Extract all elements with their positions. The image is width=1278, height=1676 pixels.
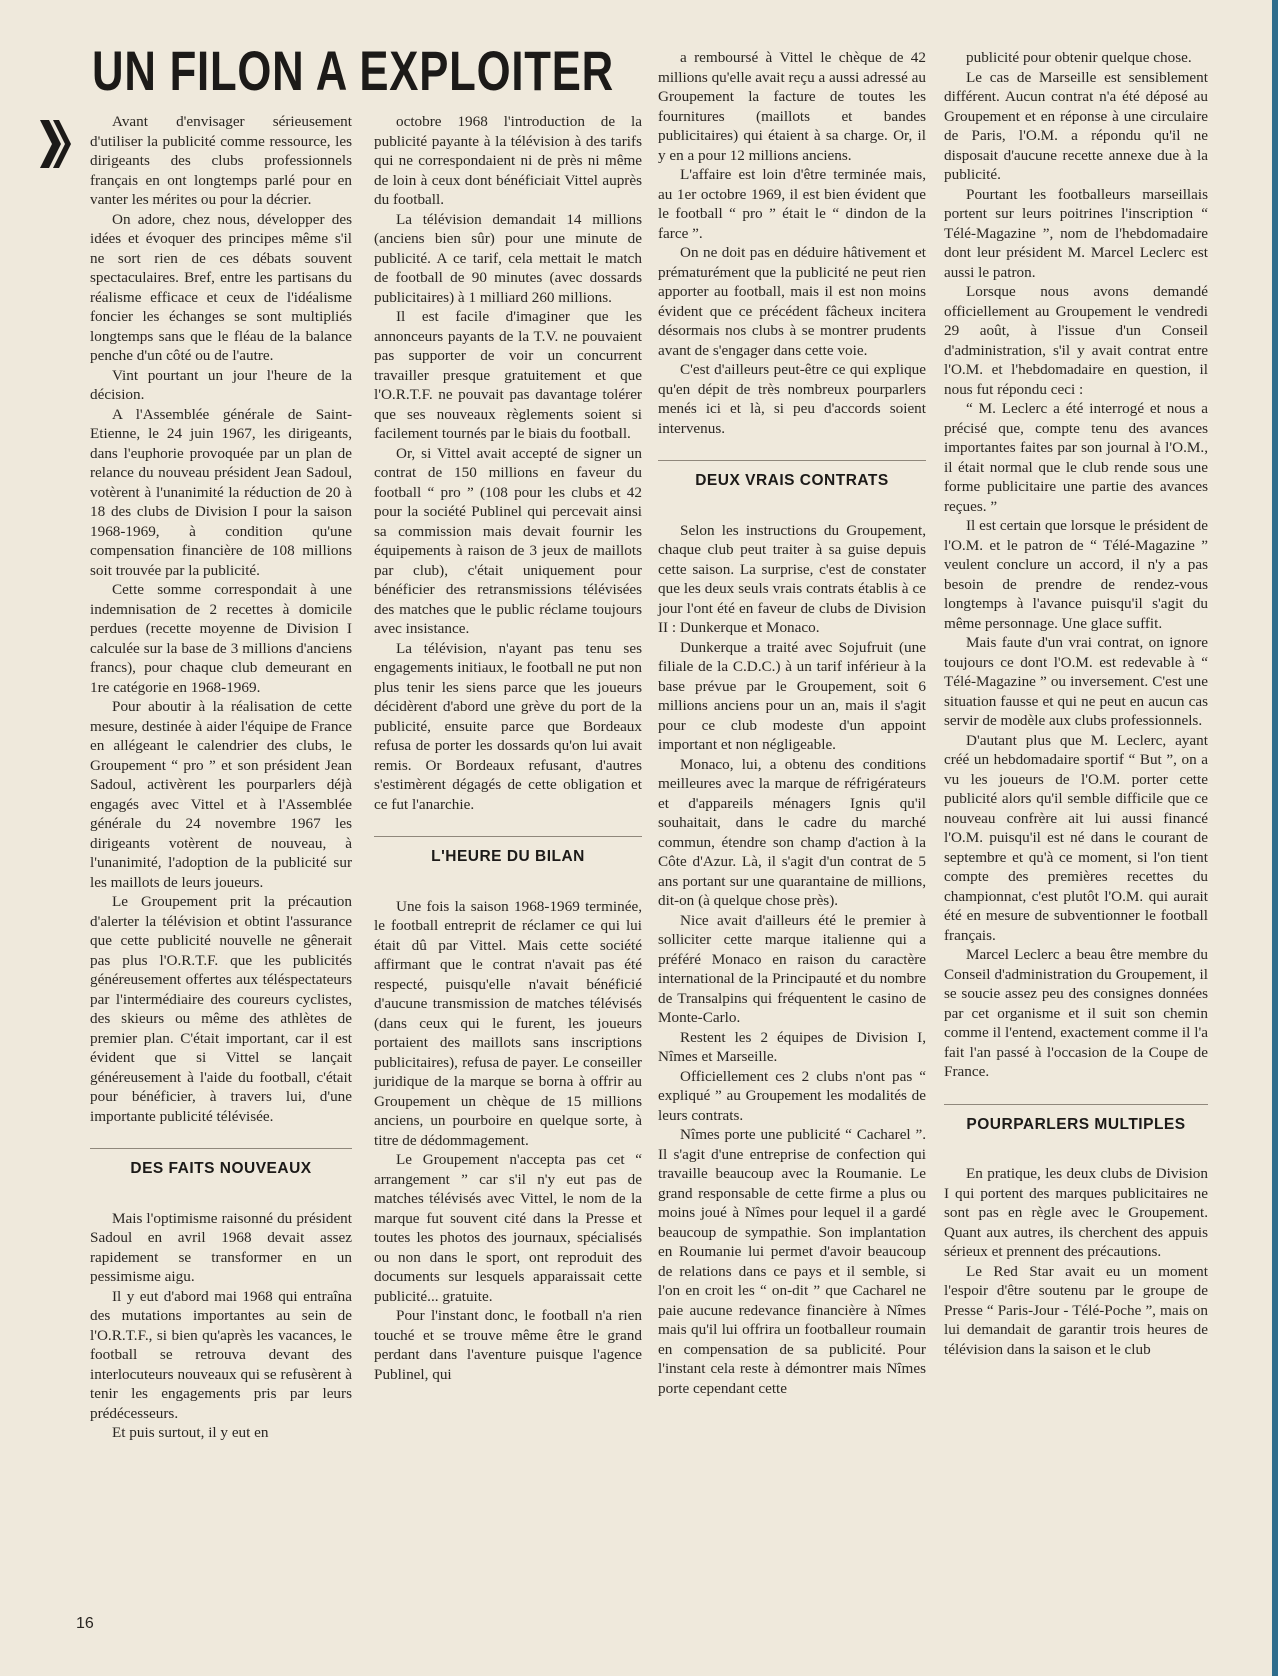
column-1-body	[90, 112, 352, 1126]
paragraph: Et puis surtout, il y eut en	[112, 1424, 269, 1441]
paragraph: Il est certain que lorsque le président de l'O.M. et le patron de “ Télé-Magazine ” veulent conclure un accord, il n'y a pas besoin de prendre de rendez-vous longtemps à l'avance puisqu'il s'agit du même personnage. Une glace suffit.	[944, 517, 1208, 632]
column-3-body	[658, 48, 926, 438]
paragraph: A l'Assemblée générale de Saint-Etienne, le 24 juin 1967, les dirigeants, dans l'euphorie provoquée par un plan de relance du nouveau président Jean Sadoul, votèrent à l'unanimité la réduction de 20 à 18 des clubs de Division I pour la saison 1968-1969, à condition qu'une compensation financière de 108 millions soit trouvée par la publicité.	[90, 405, 352, 579]
subhead-heure-du-bilan: L'HEURE DU BILAN	[374, 836, 642, 867]
column-4	[944, 48, 1208, 1359]
subhead-deux-vrais-contrats: DEUX VRAIS CONTRATS	[658, 460, 926, 491]
column-4-body	[944, 48, 1208, 1082]
column-1-section-2	[90, 1209, 352, 1443]
paragraph: Mais l'optimisme raisonné du président Sadoul en avril 1968 devait assez rapidement se transformer en un pessimisme aigu.	[90, 1209, 352, 1285]
paragraph: La télévision demandait 14 millions (anciens bien sûr) pour une minute de publicité. A ce tarif, cela mettait le match de football de 90 minutes (avec dossards publicitaires) à 1 milliard 260 millions.	[374, 210, 642, 306]
paragraph: Monaco, lui, a obtenu des conditions meilleures avec la marque de réfrigérateurs et d'appareils ménagers Ignis qu'il souhaitait, dans le cadre du marché commun, étendre son champ d'action à la Côte d'Azur. Là, il s'agit d'un contrat de 5 ans portant sur une quarantaine de millions, dit-on (à quelque chose près).	[658, 755, 926, 909]
paragraph: Cette somme correspondait à une indemnisation de 2 recettes à domicile perdues (recette moyenne de Division I calculée sur la base de 3 millions d'anciens francs), pour chaque club demeurant en 1re catégorie en 1968-1969.	[90, 581, 352, 696]
paragraph: Avant d'envisager sérieusement d'utiliser la publicité comme ressource, les dirigeants des clubs professionnels français en ont longtemps parlé pour en vanter les mérites ou pour la décrier.	[90, 113, 352, 208]
subhead-pourparlers-multiples: POURPARLERS MULTIPLES	[944, 1104, 1208, 1135]
column-3	[658, 48, 926, 1398]
paragraph: L'affaire est loin d'être terminée mais, au 1er octobre 1969, il est bien évident que le football “ pro ” était le “ dindon de la farce ”.	[658, 166, 926, 242]
column-2	[374, 112, 642, 1384]
arrow-marker-icon	[40, 120, 72, 168]
paragraph: Il est facile d'imaginer que les annonceurs payants de la T.V. ne pouvaient pas supporter de voir un concurrent travailler presque gratuitement et que l'O.R.T.F. ne pouvait pas davantage tolérer que ses nouveaux règlements soient si facilement tournés par le biais du football.	[374, 308, 642, 442]
paragraph: Dunkerque a traité avec Sojufruit (une filiale de la C.D.C.) à un tarif inférieur à la base prévue par le Groupement, soit 6 millions anciens pour un an, mais il s'agit pour ce club modeste d'un appoint important et non négligeable.	[658, 638, 926, 753]
subhead-faits-nouveaux: DES FAITS NOUVEAUX	[90, 1148, 352, 1179]
paragraph: Nice avait d'ailleurs été le premier à solliciter cette marque italienne qui a préféré Monaco en raison du caractère international de la Principauté et du nombre de Transalpins qui fréquentent le casino de Monte-Carlo.	[658, 911, 926, 1026]
page-edge	[1272, 0, 1278, 1676]
column-2-body	[374, 112, 642, 814]
paragraph: Mais faute d'un vrai contrat, on ignore toujours ce dont l'O.M. est redevable à “ Télé-Magazine ” ou inversement. C'est une situation fausse et qui ne peut en aucun cas servir de modèle aux clubs professionnels.	[944, 634, 1208, 729]
paragraph: On ne doit pas en déduire hâtivement et prématurément que la publicité ne peut rien apporter au football, mais il est non moins évident que ce précédent fâcheux incitera désormais nos clubs à se montrer prudents avant de s'engager dans cette voie.	[658, 244, 926, 359]
paragraph: En pratique, les deux clubs de Division I qui portent des marques publicitaires ne sont pas en règle avec le Groupement. Quant aux autres, ils cherchent des appuis sérieux et prennent des précautions.	[944, 1165, 1208, 1260]
paragraph: Le Groupement prit la précaution d'alerter la télévision et obtint l'assurance que cette publicité nouvelle ne gênerait pas plus l'O.R.T.F. que les publicités généreusement offertes aux téléspectateurs par l'intermédiaire des coureurs cyclistes, des skieurs ou même des athlètes de premier plan. C'était important, car il est évident que si Vittel se lançait généreusement à l'aide du football, c'était pour bénéficier, à travers lui, d'une importante publicité télévisée.	[90, 893, 352, 1125]
paragraph: Pour aboutir à la réalisation de cette mesure, destinée à aider l'équipe de France en allégeant le calendrier des clubs, le Groupement “ pro ” et son président Jean Sadoul, activèrent les pourparlers déjà engagés avec Vittel et à l'Assemblée générale du 24 novembre 1967 les dirigeants votèrent de nouveau, à l'unanimité, l'adoption de la publicité sur les maillots de leurs joueurs.	[90, 698, 352, 891]
paragraph: Il y eut d'abord mai 1968 qui entraîna des mutations importantes au sein de l'O.R.T.F., si bien qu'après les vacances, le football se retrouva devant des interlocuteurs nouveaux qui se refusèrent à tenir les engagements pris par leurs prédécesseurs.	[90, 1287, 352, 1422]
column-3-section-2	[658, 521, 926, 1399]
paragraph: Selon les instructions du Groupement, chaque club peut traiter à sa guise depuis cette saison. La surprise, c'est de constater que les deux seuls vrais contrats établis à ce jour l'ont été en faveur de clubs de Division II : Dunkerque et Monaco.	[658, 521, 926, 636]
paragraph: C'est d'ailleurs peut-être ce qui explique qu'en dépit de très nombreux pourparlers menés ici et là, si peu d'accords soient intervenus.	[658, 361, 926, 437]
paragraph: Pour l'instant donc, le football n'a rien touché et se trouve même être le grand perdant dans l'aventure puisque l'agence Publinel, qui	[374, 1307, 642, 1383]
paragraph: octobre 1968 l'introduction de la publicité payante à la télévision à des tarifs qui ne correspondaient ni de près ni même de loin à ceux dont bénéficiait Vittel auprès du football.	[374, 113, 642, 208]
paragraph: Le cas de Marseille est sensiblement différent. Aucun contrat n'a été déposé au Groupement et en réponse à une circulaire de Paris, l'O.M. a répondu qu'il ne disposait d'aucune recette annexe due à la publicité.	[944, 68, 1208, 183]
column-4-section-2	[944, 1164, 1208, 1359]
paragraph: Vint pourtant un jour l'heure de la décision.	[90, 366, 352, 403]
column-1	[90, 112, 352, 1443]
paragraph: La télévision, n'ayant pas tenu ses engagements initiaux, le football ne put non plus tenir les siens parce que les joueurs décidèrent d'abord une grève du port de la publicité, ensuite parce que Bordeaux refusa de porter les dossards qu'on lui avait remis. Or Bordeaux refusant, d'autres s'estimèrent dégagés de cette obligation et ce fut l'anarchie.	[374, 639, 642, 813]
paragraph: Lorsque nous avons demandé officiellement au Groupement le vendredi 29 août, à l'issue d'un Conseil d'administration, s'il y avait contrat entre l'O.M. et l'hebdomadaire en question, il nous fut répondu ceci :	[944, 283, 1208, 398]
page-number: 16	[76, 1615, 94, 1632]
headline: UN FILON A EXPLOITER	[92, 39, 614, 102]
paragraph: “ M. Leclerc a été interrogé et nous a précisé que, compte tenu des avances importantes faites par son journal à l'O.M., il était normal que le club rende sous une forme publicitaire une partie des avances reçues. ”	[944, 400, 1208, 515]
paragraph: Le Groupement n'accepta pas cet “ arrangement ” car s'il n'y eut pas de matches télévisés avec Vittel, le nom de la marque fut souvent cité dans la Presse et toutes les photos des journaux, spécialisés ou non dans le sport, ont reproduit des documents sur lesquels apparaissait cette publicité... gratuite.	[374, 1151, 642, 1305]
paragraph: Officiellement ces 2 clubs n'ont pas “ expliqué ” au Groupement les modalités de leurs contrats.	[658, 1067, 926, 1124]
paragraph: Nîmes porte une publicité “ Cacharel ”. Il s'agit d'une entreprise de confection qui travaille beaucoup avec la Roumanie. Le grand responsable de cette firme a plus ou moins joué à Nîmes pour lequel il a gardé beaucoup de sympathie. Son implantation en Roumanie lui permet d'avoir beaucoup de relations dans ce pays et il semble, si l'on en croit les “ on-dit ” que Cacharel ne paie aucune redevance financière à Nîmes mais qu'il lui offrira un footballeur roumain en compensation de sa publicité. Pour l'instant cela reste à démontrer mais Nîmes porte cependant cette	[658, 1126, 926, 1397]
paragraph: D'autant plus que M. Leclerc, ayant créé un hebdomadaire sportif “ But ”, on a vu les joueurs de l'O.M. porter cette publicité alors qu'il semble difficile que ce nouveau confrère ait lui aussi financé l'O.M. puisqu'il est né dans le courant de septembre et qu'à ce moment, si l'on tient compte des premières recettes du championnat, c'est plutôt l'O.M. qui aurait été en mesure de subventionner le football français.	[944, 731, 1208, 944]
paragraph: publicité pour obtenir quelque chose.	[966, 49, 1192, 66]
paragraph: Marcel Leclerc a beau être membre du Conseil d'administration du Groupement, il se soucie assez peu des consignes données par cet organisme et il suit son chemin comme il l'entend, exactement comme il l'a fait l'an passé à l'occasion de la Coupe de France.	[944, 946, 1208, 1080]
paragraph: On adore, chez nous, développer des idées et évoquer des principes même s'il ne sort rien de ces débats souvent spectaculaires. Bref, entre les partisans du réalisme efficace et ceux de l'idéalisme foncier les échanges se sont multipliés longtemps sans que le fléau de la balance penche d'un côté ou de l'autre.	[90, 210, 352, 364]
paragraph: Une fois la saison 1968-1969 terminée, le football entreprit de réclamer ce qui lui était dû par Vittel. Mais cette société affirmant que le contrat n'avait pas été respecté, puisqu'elle n'avait bénéficié d'aucune transmission de matches télévisés (dans ceux qui le furent, les joueurs portaient des maillots sans inscriptions publicitaires), refusa de payer. Le conseiller juridique de la marque se borna à offrir au Groupement un chèque de 15 millions anciens, un pourboire en quelque sorte, à titre de dédommagement.	[374, 897, 642, 1149]
paragraph: a remboursé à Vittel le chèque de 42 millions qu'elle avait reçu a aussi adressé au Groupement la facture de toutes les fournitures (maillots et bandes publicitaires) qui étaient à sa charge. Or, il y en a pour 12 millions anciens.	[658, 49, 927, 164]
paragraph: Pourtant les footballeurs marseillais portent sur leurs poitrines l'inscription “ Télé-Magazine ”, nom de l'hebdomadaire dont leur président M. Marcel Leclerc est aussi le patron.	[944, 185, 1208, 281]
paragraph: Restent les 2 équipes de Division I, Nîmes et Marseille.	[658, 1028, 926, 1065]
paragraph: Or, si Vittel avait accepté de signer un contrat de 150 millions en faveur du football “ pro ” (108 pour les clubs et 42 pour la société Publinel qui percevait ainsi sa commission mais devait fournir les équipements à raison de 3 jeux de maillots par club), c'était uniquement pour bénéficier des retransmissions télévisées des matches que le public réclame toujours avec insistance.	[374, 444, 642, 637]
column-2-section-2	[374, 897, 642, 1385]
paragraph: Le Red Star avait eu un moment l'espoir d'être soutenu par le groupe de Presse “ Paris-Jour - Télé-Poche ”, mais on lui demandait de garantir trois heures de télévision dans la saison et le club	[944, 1262, 1208, 1358]
